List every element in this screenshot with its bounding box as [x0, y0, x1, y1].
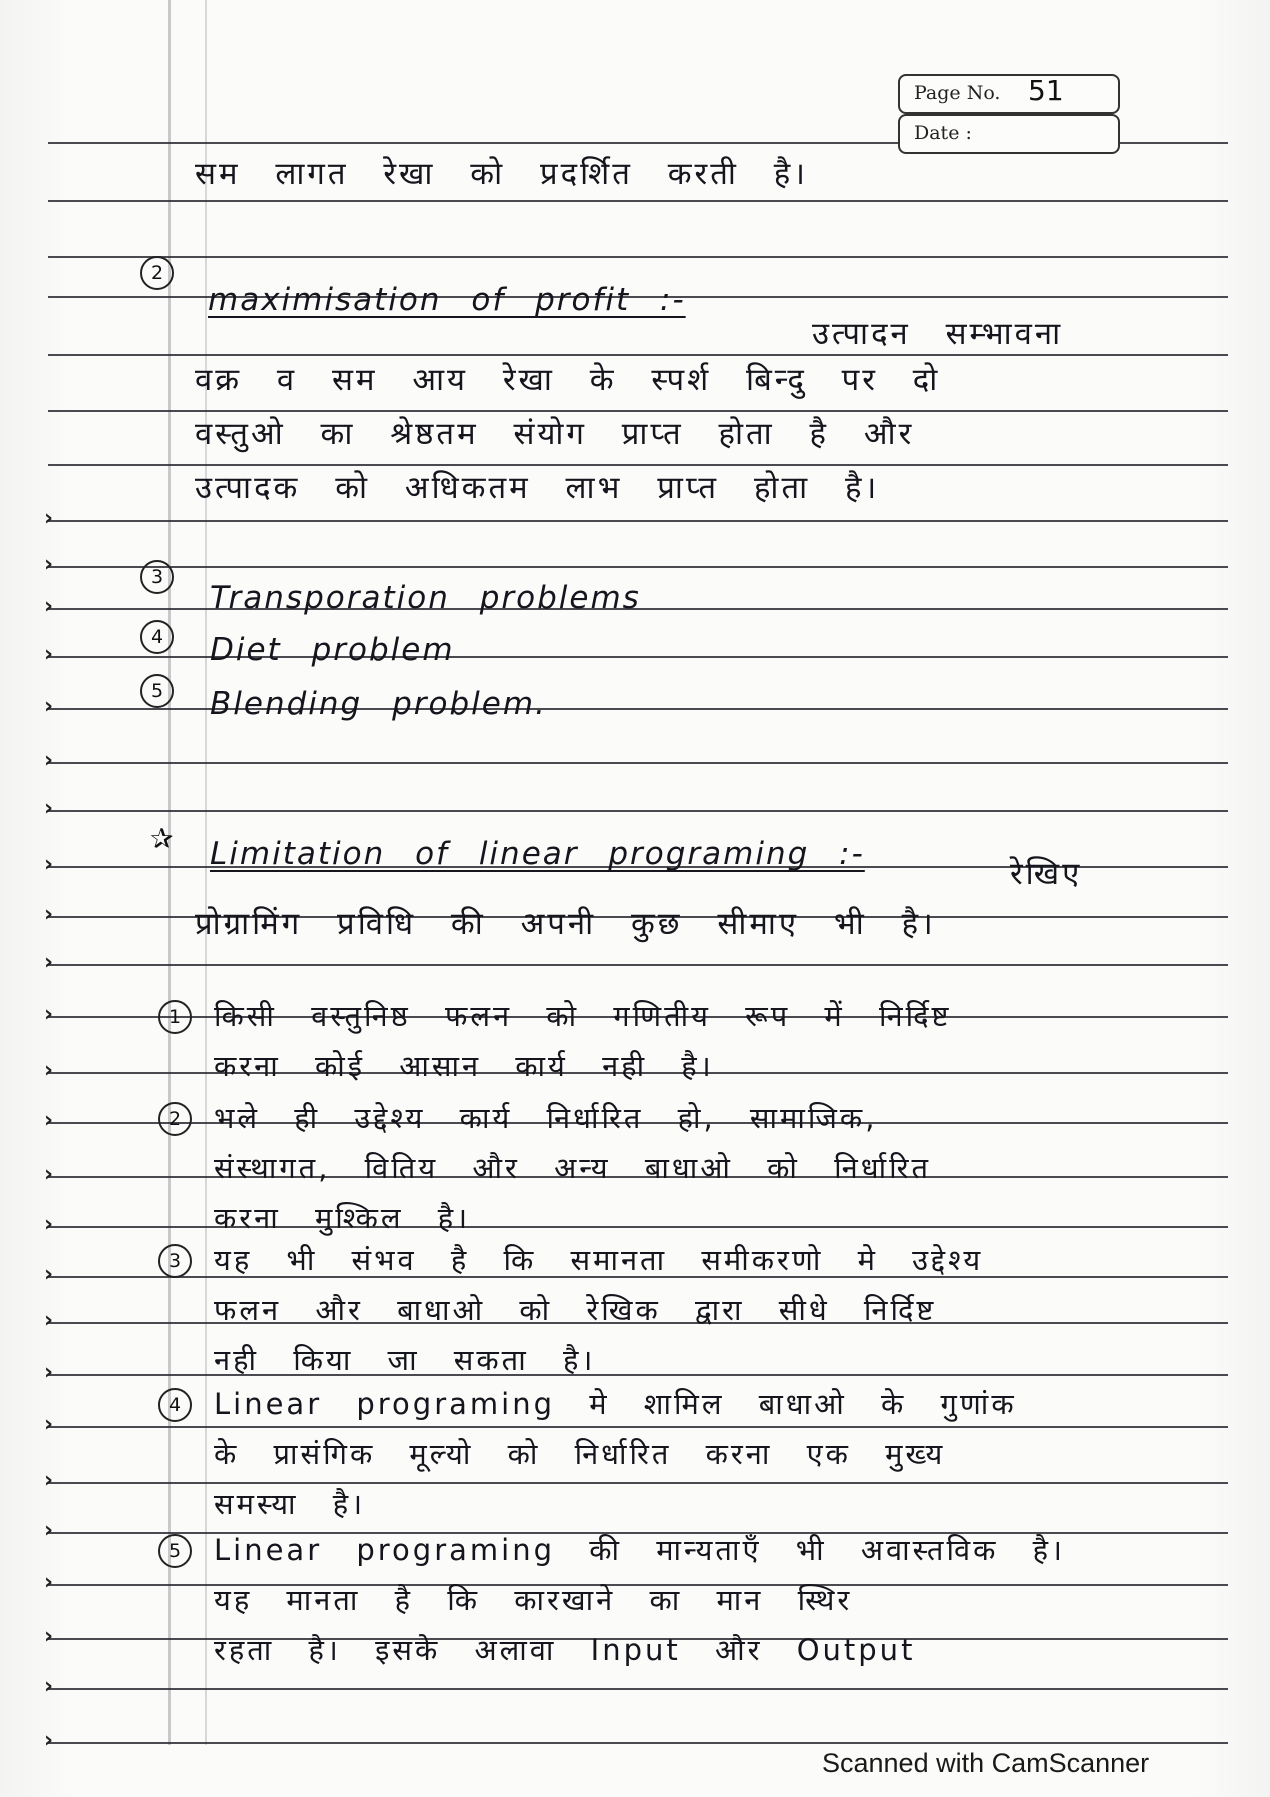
margin-tick-mark: › — [44, 1002, 54, 1027]
point-number: 2 — [158, 1102, 192, 1136]
item-text: Transporation problems — [210, 580, 641, 616]
page-number-box — [898, 74, 1120, 114]
point-line: Linear programing मे शामिल बाधाओ के गुणांक — [214, 1387, 1017, 1421]
point-line: करना मुश्किल है। — [214, 1201, 471, 1235]
margin-tick-mark: › — [44, 1570, 54, 1595]
item-number: 2 — [140, 256, 174, 290]
limitation-heading: Limitation of linear programing :- — [210, 836, 865, 872]
item-number: 4 — [140, 620, 174, 654]
item-text: वस्तुओ का श्रेष्ठतम संयोग प्राप्त होता है और — [195, 416, 915, 452]
point-line: फलन और बाधाओ को रेखिक द्वारा सीधे निर्दिष्ट — [214, 1293, 937, 1327]
margin-tick-mark: › — [44, 552, 54, 577]
ruled-line — [48, 964, 1228, 966]
ruled-line — [48, 256, 1228, 258]
margin-tick-mark: › — [44, 1624, 54, 1649]
point-line: भले ही उद्देश्य कार्य निर्धारित हो, सामाजिक, — [214, 1101, 878, 1135]
item-number: 3 — [140, 560, 174, 594]
ruled-line — [48, 200, 1228, 202]
point-number: 4 — [158, 1388, 192, 1422]
point-line: करना कोई आसान कार्य नही है। — [214, 1049, 714, 1083]
margin-tick-mark: › — [44, 642, 54, 667]
point-line: नही किया जा सकता है। — [214, 1343, 596, 1377]
ruled-line — [48, 520, 1228, 522]
point-line: के प्रासंगिक मूल्यो को निर्धारित करना एक मुख्य — [214, 1437, 946, 1471]
ruled-line — [48, 762, 1228, 764]
ruled-line — [48, 810, 1228, 812]
limitation-intro: प्रोग्रामिंग प्रविधि की अपनी कुछ सीमाए भी है। — [195, 906, 936, 942]
margin-tick-mark: › — [44, 1262, 54, 1287]
margin-tick-mark: › — [44, 796, 54, 821]
margin-tick-mark: › — [44, 506, 54, 531]
margin-tick-mark: › — [44, 1518, 54, 1543]
point-line: यह मानता है कि कारखाने का मान स्थिर — [214, 1583, 853, 1617]
margin-tick-mark: › — [44, 1360, 54, 1385]
margin-tick-mark: › — [44, 1412, 54, 1437]
date-box — [898, 114, 1120, 154]
point-number: 5 — [158, 1534, 192, 1568]
point-line: Linear programing की मान्यताएँ भी अवास्तविक है। — [214, 1533, 1065, 1567]
item-text: उत्पादन सम्भावना — [812, 316, 1064, 352]
point-number: 1 — [158, 1000, 192, 1034]
star-marker: ✰ — [150, 822, 174, 855]
margin-tick-mark: › — [44, 1728, 54, 1753]
margin-tick-mark: › — [44, 748, 54, 773]
ruled-line — [48, 1426, 1228, 1428]
margin-tick-mark: › — [44, 594, 54, 619]
ruled-line — [48, 566, 1228, 568]
point-line: समस्या है। — [214, 1487, 366, 1521]
scanner-watermark: Scanned with CamScanner — [822, 1748, 1150, 1778]
ruled-line — [48, 1688, 1228, 1690]
item-heading: maximisation of profit :- — [208, 282, 686, 318]
page-no-value: 51 — [1028, 74, 1064, 107]
ruled-line — [48, 354, 1228, 356]
point-number: 3 — [158, 1244, 192, 1278]
margin-tick-mark: › — [44, 902, 54, 927]
item-text: Blending problem. — [210, 686, 547, 722]
margin-tick-mark: › — [44, 1308, 54, 1333]
limitation-heading-tail: रेखिए — [1010, 856, 1083, 892]
page-info-box — [898, 74, 1116, 154]
date-label: Date : — [914, 122, 972, 144]
margin-tick-mark: › — [44, 1468, 54, 1493]
margin-tick-mark: › — [44, 1162, 54, 1187]
margin-tick-mark: › — [44, 1058, 54, 1083]
margin-tick-mark: › — [44, 950, 54, 975]
margin-tick-mark: › — [44, 1212, 54, 1237]
margin-tick-mark: › — [44, 1108, 54, 1133]
point-line: रहता है। इसके अलावा Input और Output — [214, 1633, 916, 1667]
item-text: उत्पादक को अधिकतम लाभ प्राप्त होता है। — [195, 470, 880, 506]
page-no-label: Page No. — [914, 82, 1001, 104]
continuation-line: सम लागत रेखा को प्रदर्शित करती है। — [195, 156, 808, 192]
item-number: 5 — [140, 674, 174, 708]
point-line: किसी वस्तुनिष्ठ फलन को गणितीय रूप में निर्दिष्ट — [214, 999, 952, 1033]
item-text: वक्र व सम आय रेखा के स्पर्श बिन्दु पर दो — [195, 362, 941, 398]
margin-tick-mark: › — [44, 852, 54, 877]
margin-tick-mark: › — [44, 694, 54, 719]
point-line: यह भी संभव है कि समानता समीकरणो मे उद्देश्य — [214, 1243, 984, 1277]
item-text: Diet problem — [210, 632, 455, 668]
ruled-line — [48, 1742, 1228, 1744]
margin-tick-mark: › — [44, 1674, 54, 1699]
point-line: संस्थागत, वितिय और अन्य बाधाओ को निर्धारित — [214, 1151, 932, 1185]
